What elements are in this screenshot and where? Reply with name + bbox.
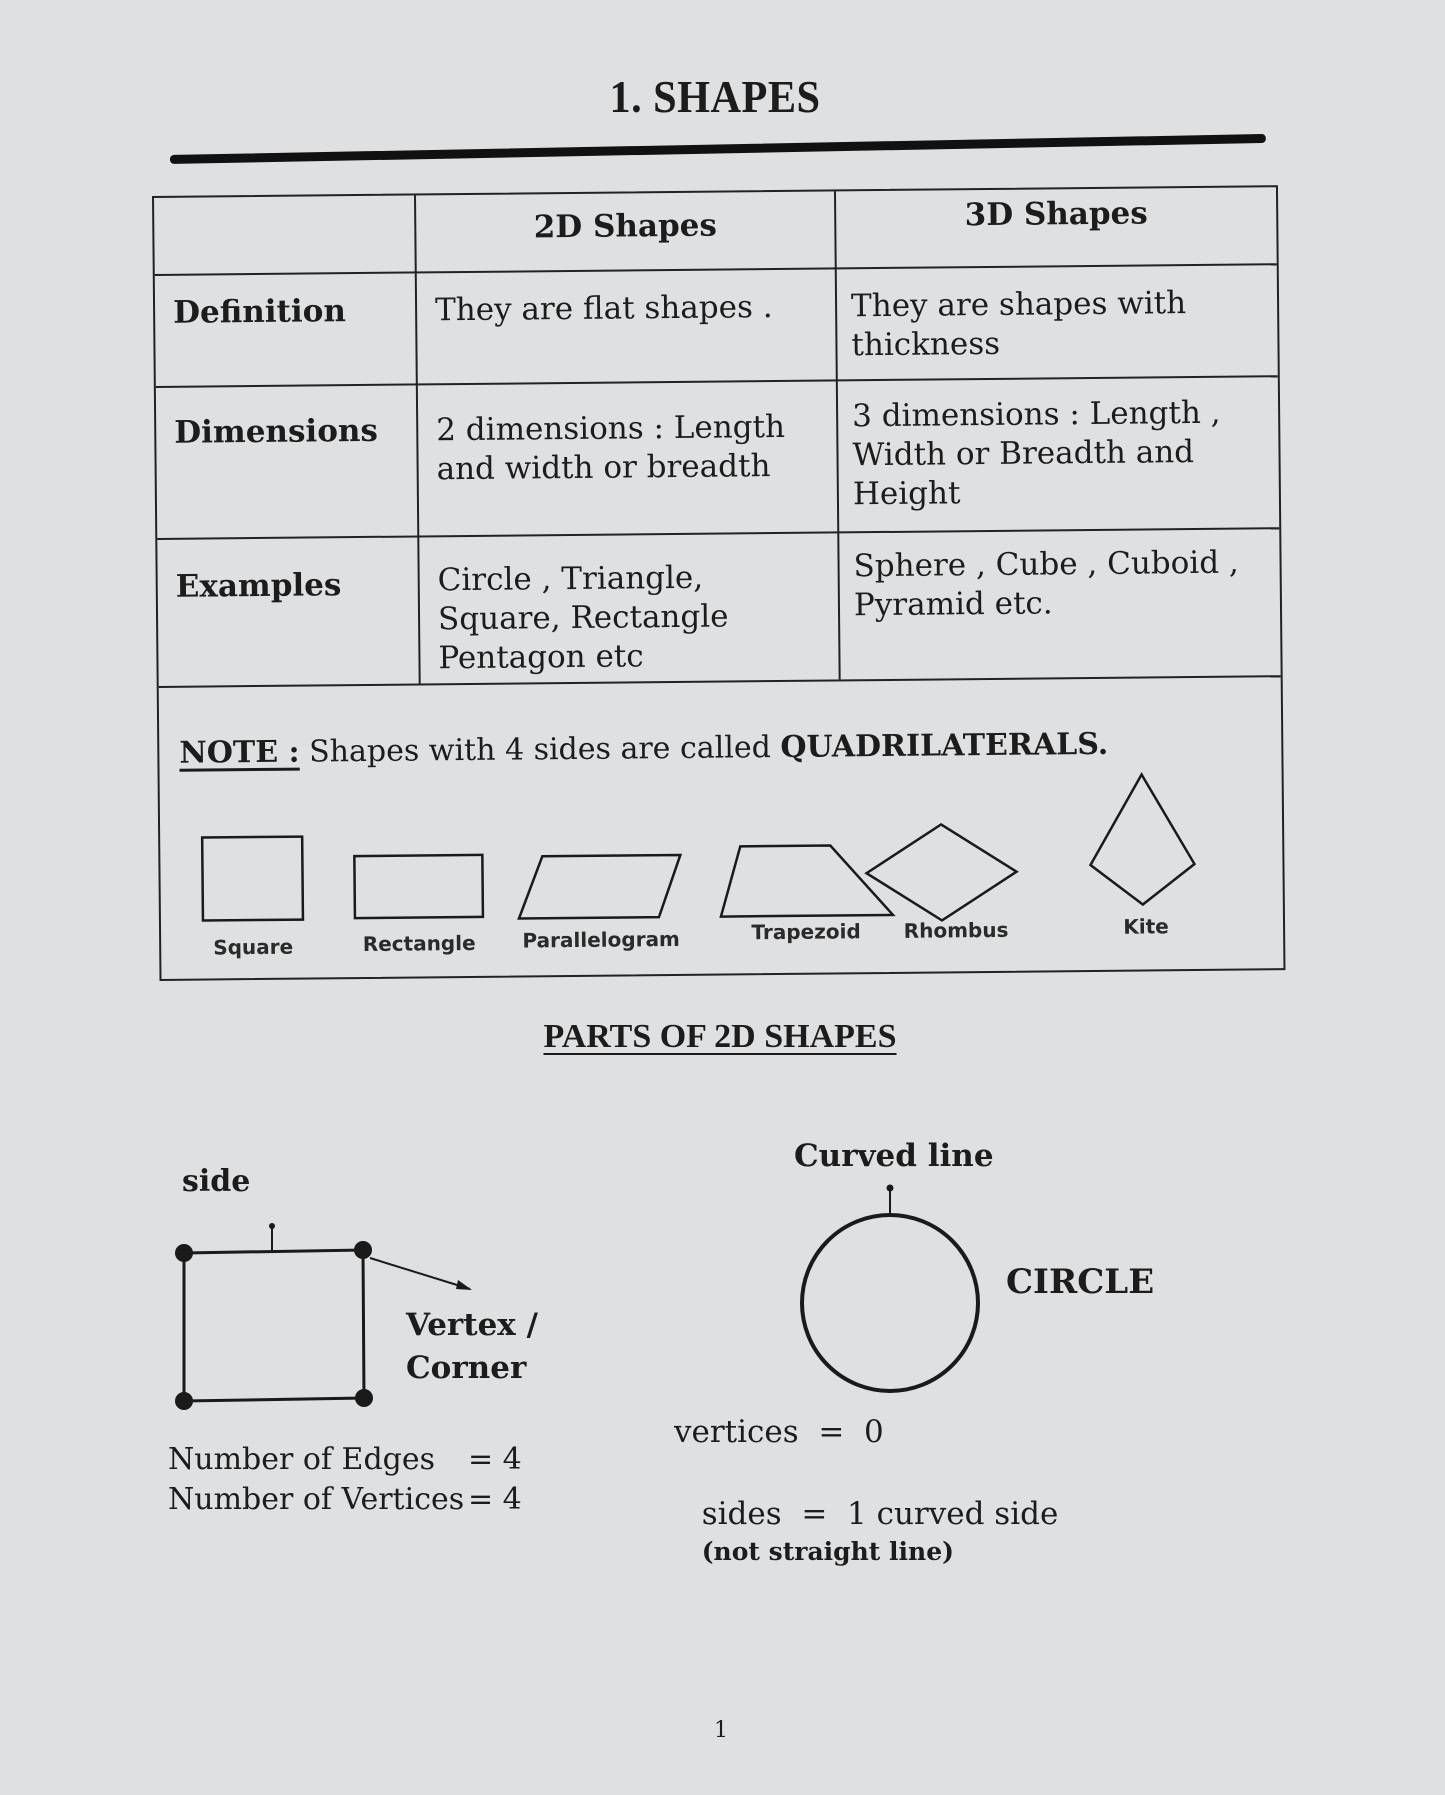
page-title: 1. SHAPES — [609, 71, 821, 122]
definition-3d: They are shapes with thickness — [850, 285, 1187, 364]
circle-sides-count: sides = 1 curved side (not straight line) — [701, 1496, 1059, 1566]
row-label-examples: Examples — [175, 567, 342, 605]
row-label-dimensions: Dimensions — [174, 412, 379, 451]
note-emphasis: QUADRILATERALS. — [780, 726, 1109, 765]
circle-parts-diagram — [802, 1185, 978, 1391]
shape-label-kite: Kite — [1123, 914, 1169, 939]
definition-2d: They are flat shapes . — [434, 289, 773, 329]
vertex-dots — [175, 1241, 373, 1410]
square-counts — [168, 1440, 522, 1520]
shape-label-rhombus: Rhombus — [903, 917, 1009, 943]
section-title-parts: PARTS OF 2D SHAPES — [543, 1018, 897, 1055]
shape-label-rectangle: Rectangle — [362, 930, 476, 957]
header-2d-shapes: 2D Shapes — [533, 207, 718, 246]
edges-count-row: Number of Edges = 4 — [168, 1442, 522, 1477]
page-number: 1 — [714, 1718, 728, 1743]
note-text: Shapes with 4 sides are called — [308, 730, 772, 770]
circle-label: CIRCLE — [1006, 1262, 1155, 1302]
dimensions-2d: 2 dimensions : Length and width or breadth — [436, 408, 786, 488]
curved-line-label: Curved line — [794, 1138, 994, 1174]
dimensions-3d: 3 dimensions : Length , Width or Breadth and Height — [851, 394, 1221, 513]
shape-label-trapezoid: Trapezoid — [751, 919, 861, 945]
vertex-corner-label: Vertex / Corner — [406, 1307, 538, 1386]
circle-vertices-count: vertices = 0 — [674, 1414, 884, 1450]
row-label-definition: Definition — [172, 293, 347, 331]
examples-2d: Circle , Triangle, Square, Rectangle Pentagon etc — [437, 559, 729, 677]
shape-label-parallelogram: Parallelogram — [522, 926, 680, 953]
vertices-count-row: Number of Vertices = 4 — [168, 1482, 522, 1517]
header-3d-shapes: 3D Shapes — [964, 195, 1148, 234]
note-label: NOTE : — [179, 734, 300, 771]
examples-3d: Sphere , Cube , Cuboid , Pyramid etc. — [853, 544, 1239, 624]
shape-label-square: Square — [213, 934, 294, 960]
side-label: side — [182, 1164, 251, 1199]
